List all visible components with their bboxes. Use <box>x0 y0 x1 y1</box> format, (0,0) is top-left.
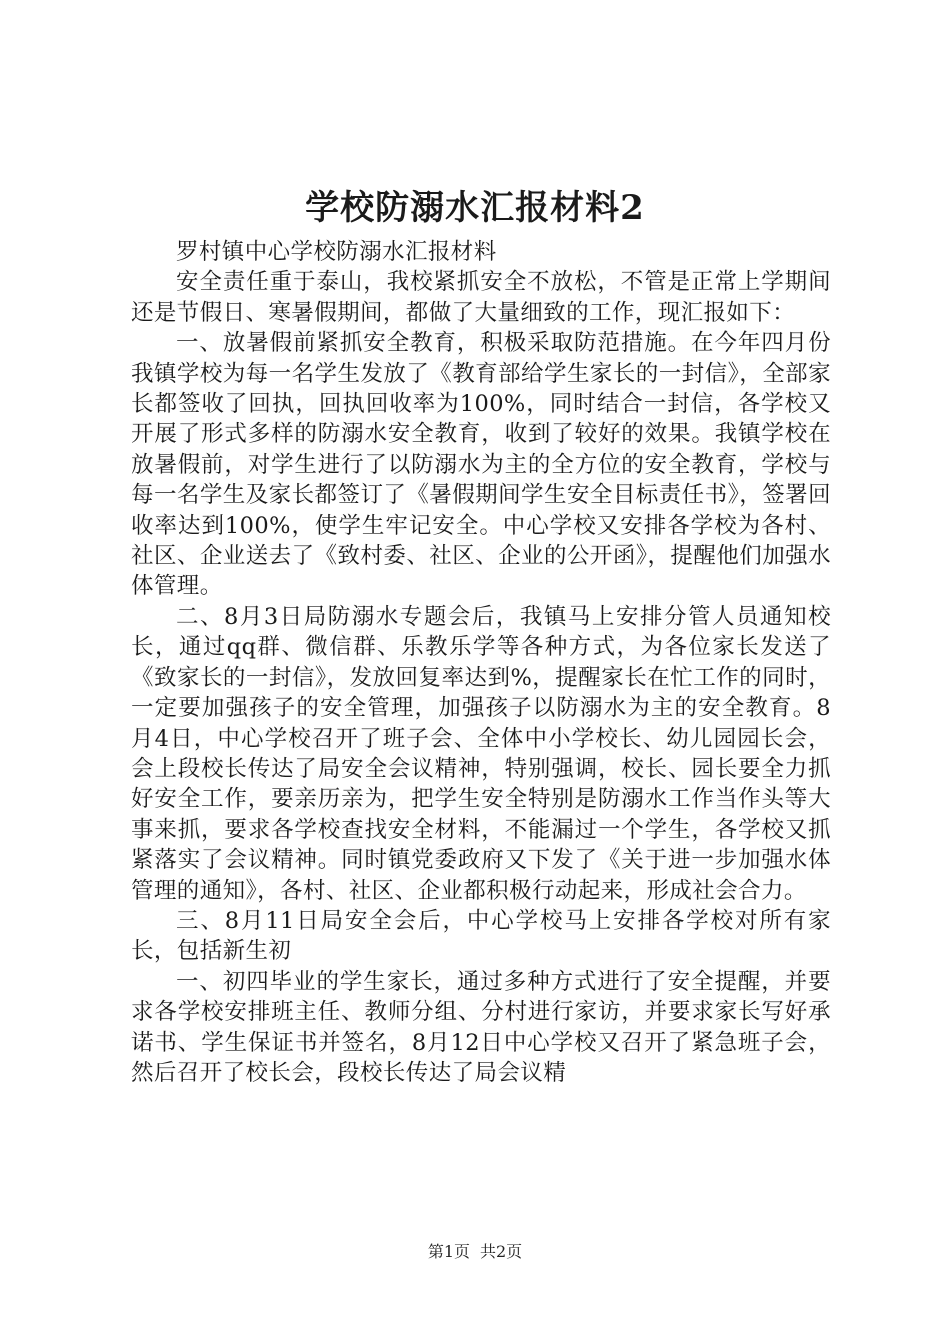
page-total: 共2页 <box>480 1242 523 1261</box>
paragraph: 一、初四毕业的学生家长，通过多种方式进行了安全提醒，并要求各学校安排班主任、教师分组、分村进行家访，并要求家长写好承诺书、学生保证书并签名，8月12日中心学校又召开了紧急班子会，然后召开了校长会，段校长传达了局会议精 <box>131 968 831 1086</box>
document-body <box>131 237 831 1088</box>
paragraph: 一、放暑假前紧抓安全教育，积极采取防范措施。在今年四月份我镇学校为每一名学生发放了《教育部给学生家长的一封信》，全部家长都签收了回执，回执回收率为100%，同时结合一封信，各学校又开展了形式多样的防溺水安全教育，收到了较好的效果。我镇学校在放暑假前，对学生进行了以防溺水为主的全方位的安全教育，学校与每一名学生及家长都签订了《暑假期间学生安全目标责任书》，签署回收率达到100%，使学生牢记安全。中心学校又安排各学校为各村、社区、企业送去了《致村委、社区、企业的公开函》，提醒他们加强水体管理。 <box>131 330 831 600</box>
page-number: 第1页 <box>427 1242 470 1261</box>
paragraph: 三、8月11日局安全会后，中心学校马上安排各学校对所有家长，包括新生初 <box>131 907 831 965</box>
paragraph: 安全责任重于泰山，我校紧抓安全不放松，不管是正常上学期间还是节假日、寒暑假期间，都做了大量细致的工作，现汇报如下： <box>131 269 831 326</box>
document-title: 学校防溺水汇报材料2 <box>305 188 645 228</box>
paragraph: 二、8月3日局防溺水专题会后，我镇马上安排分管人员通知校长，通过qq群、微信群、乐教乐学等各种方式，为各位家长发送了《致家长的一封信》，发放回复率达到%，提醒家长在忙工作的同时，一定要加强孩子的安全管理，加强孩子以防溺水为主的安全教育。8月4日，中心学校召开了班子会、全体中小学校长、幼儿园园长会，会上段校长传达了局安全会议精神，特别强调，校长、园长要全力抓好安全工作，要亲历亲为，把学生安全特别是防溺水工作当作头等大事来抓，要求各学校查找安全材料，不能漏过一个学生，各学校又抓紧落实了会议精神。同时镇党委政府又下发了《关于进一步加强水体管理的通知》，各村、社区、企业都积极行动起来，形成社会合力。 <box>131 603 831 904</box>
paragraph: 罗村镇中心学校防溺水汇报材料 <box>176 239 497 265</box>
page-footer <box>0 1240 950 1264</box>
